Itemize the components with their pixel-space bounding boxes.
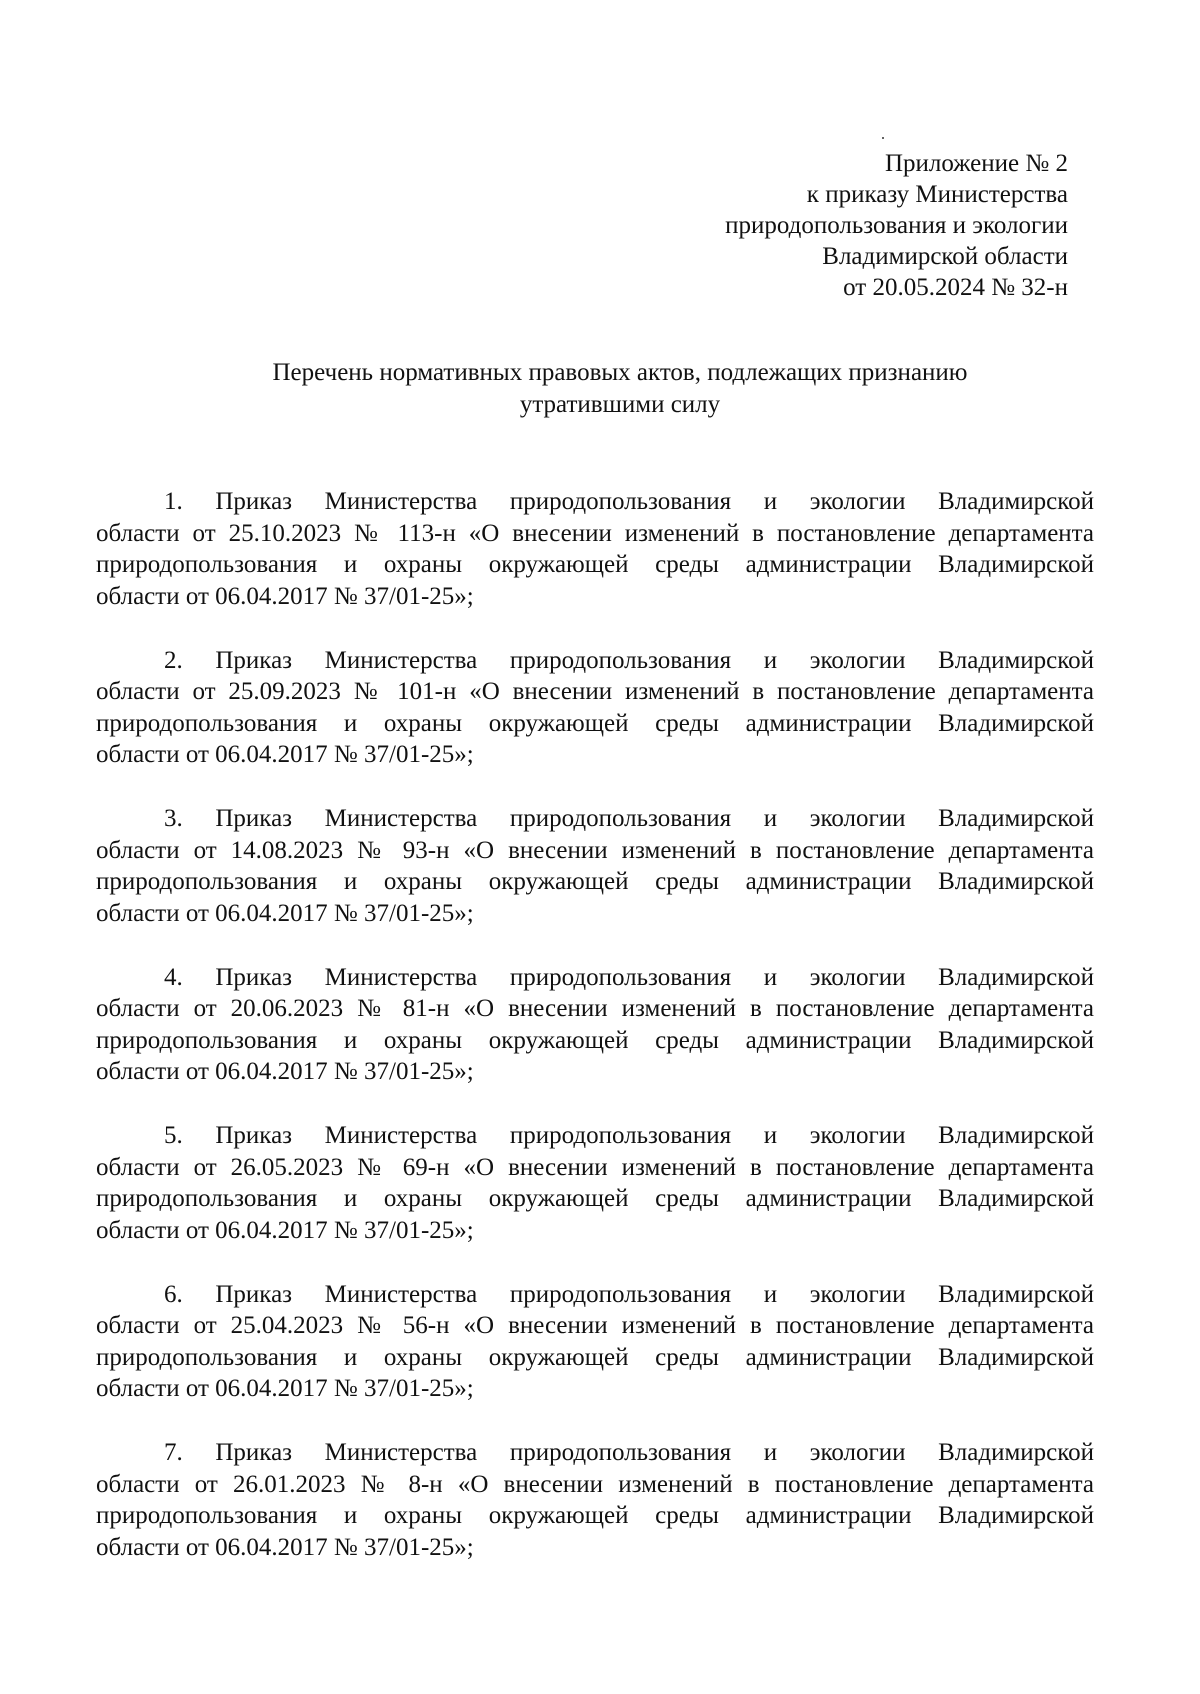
list-item — [96, 1120, 1094, 1246]
item-line: области от 25.09.2023 № 101-н «О внесении изменений в постановление департамента — [96, 678, 1094, 705]
item-line: 3. Приказ Министерства природопользования и экологии Владимирской — [164, 805, 1094, 832]
list-item — [96, 962, 1094, 1088]
item-line: 4. Приказ Министерства природопользования и экологии Владимирской — [164, 963, 1094, 991]
appendix-header — [725, 148, 1068, 303]
item-line: области от 06.04.2017 № 37/01-25»; — [96, 1375, 474, 1402]
list-item — [96, 1437, 1094, 1563]
item-line: природопользования и охраны окружающей среды администрации Владимирской — [96, 709, 1094, 737]
item-line: области от 26.01.2023 № 8-н «О внесении изменений в постановление департамента — [96, 1470, 1094, 1498]
appendix-number: Приложение № 2 — [884, 150, 1068, 177]
item-line: области от 06.04.2017 № 37/01-25»; — [96, 1216, 474, 1244]
item-line: области от 06.04.2017 № 37/01-25»; — [96, 741, 474, 768]
document-title — [200, 357, 1040, 421]
item-line: природопользования и охраны окружающей среды администрации Владимирской — [96, 868, 1094, 895]
list-item — [96, 1279, 1094, 1405]
appendix-order-ref: к приказу Министерства — [806, 181, 1068, 208]
item-line: природопользования и охраны окружающей среды администрации Владимирской — [96, 551, 1094, 578]
list-item — [96, 645, 1094, 771]
item-line: 7. Приказ Министерства природопользования и экологии Владимирской — [164, 1439, 1094, 1466]
list-item — [96, 803, 1094, 929]
item-line: природопользования и охраны окружающей среды администрации Владимирской — [96, 1026, 1094, 1054]
item-line: области от 25.10.2023 № 113-н «О внесении изменений в постановление департамента — [96, 519, 1094, 547]
list-item — [96, 486, 1094, 612]
item-line: области от 20.06.2023 № 81-н «О внесении изменений в постановление департамента — [96, 995, 1094, 1022]
item-line: области от 06.04.2017 № 37/01-25»; — [96, 582, 474, 610]
item-line: природопользования и охраны окружающей среды администрации Владимирской — [96, 1343, 1094, 1371]
item-line: 1. Приказ Министерства природопользования и экологии Владимирской — [164, 488, 1094, 515]
item-line: области от 14.08.2023 № 93-н «О внесении изменений в постановление департамента — [96, 836, 1094, 864]
item-line: области от 06.04.2017 № 37/01-25»; — [96, 1058, 474, 1085]
scan-speck — [882, 137, 884, 139]
item-line: природопользования и охраны окружающей среды администрации Владимирской — [96, 1502, 1094, 1529]
item-line: области от 06.04.2017 № 37/01-25»; — [96, 899, 474, 927]
item-line: области от 26.05.2023 № 69-н «О внесении изменений в постановление департамента — [96, 1153, 1094, 1181]
item-line: 2. Приказ Министерства природопользования и экологии Владимирской — [164, 646, 1094, 674]
appendix-region: Владимирской области — [822, 243, 1068, 270]
title-line-2: утратившими силу — [519, 391, 721, 418]
title-line-1: Перечень нормативных правовых актов, подлежащих признанию — [272, 359, 968, 386]
appendix-date-number: от 20.05.2024 № 32-н — [843, 274, 1068, 301]
acts-list — [96, 486, 1094, 1596]
item-line: 6. Приказ Министерства природопользования и экологии Владимирской — [164, 1280, 1094, 1308]
item-line: области от 25.04.2023 № 56-н «О внесении изменений в постановление департамента — [96, 1312, 1094, 1339]
item-line: 5. Приказ Министерства природопользования и экологии Владимирской — [164, 1122, 1094, 1149]
item-line: природопользования и охраны окружающей среды администрации Владимирской — [96, 1185, 1094, 1212]
appendix-ministry: природопользования и экологии — [725, 212, 1068, 239]
item-line: области от 06.04.2017 № 37/01-25»; — [96, 1533, 474, 1561]
